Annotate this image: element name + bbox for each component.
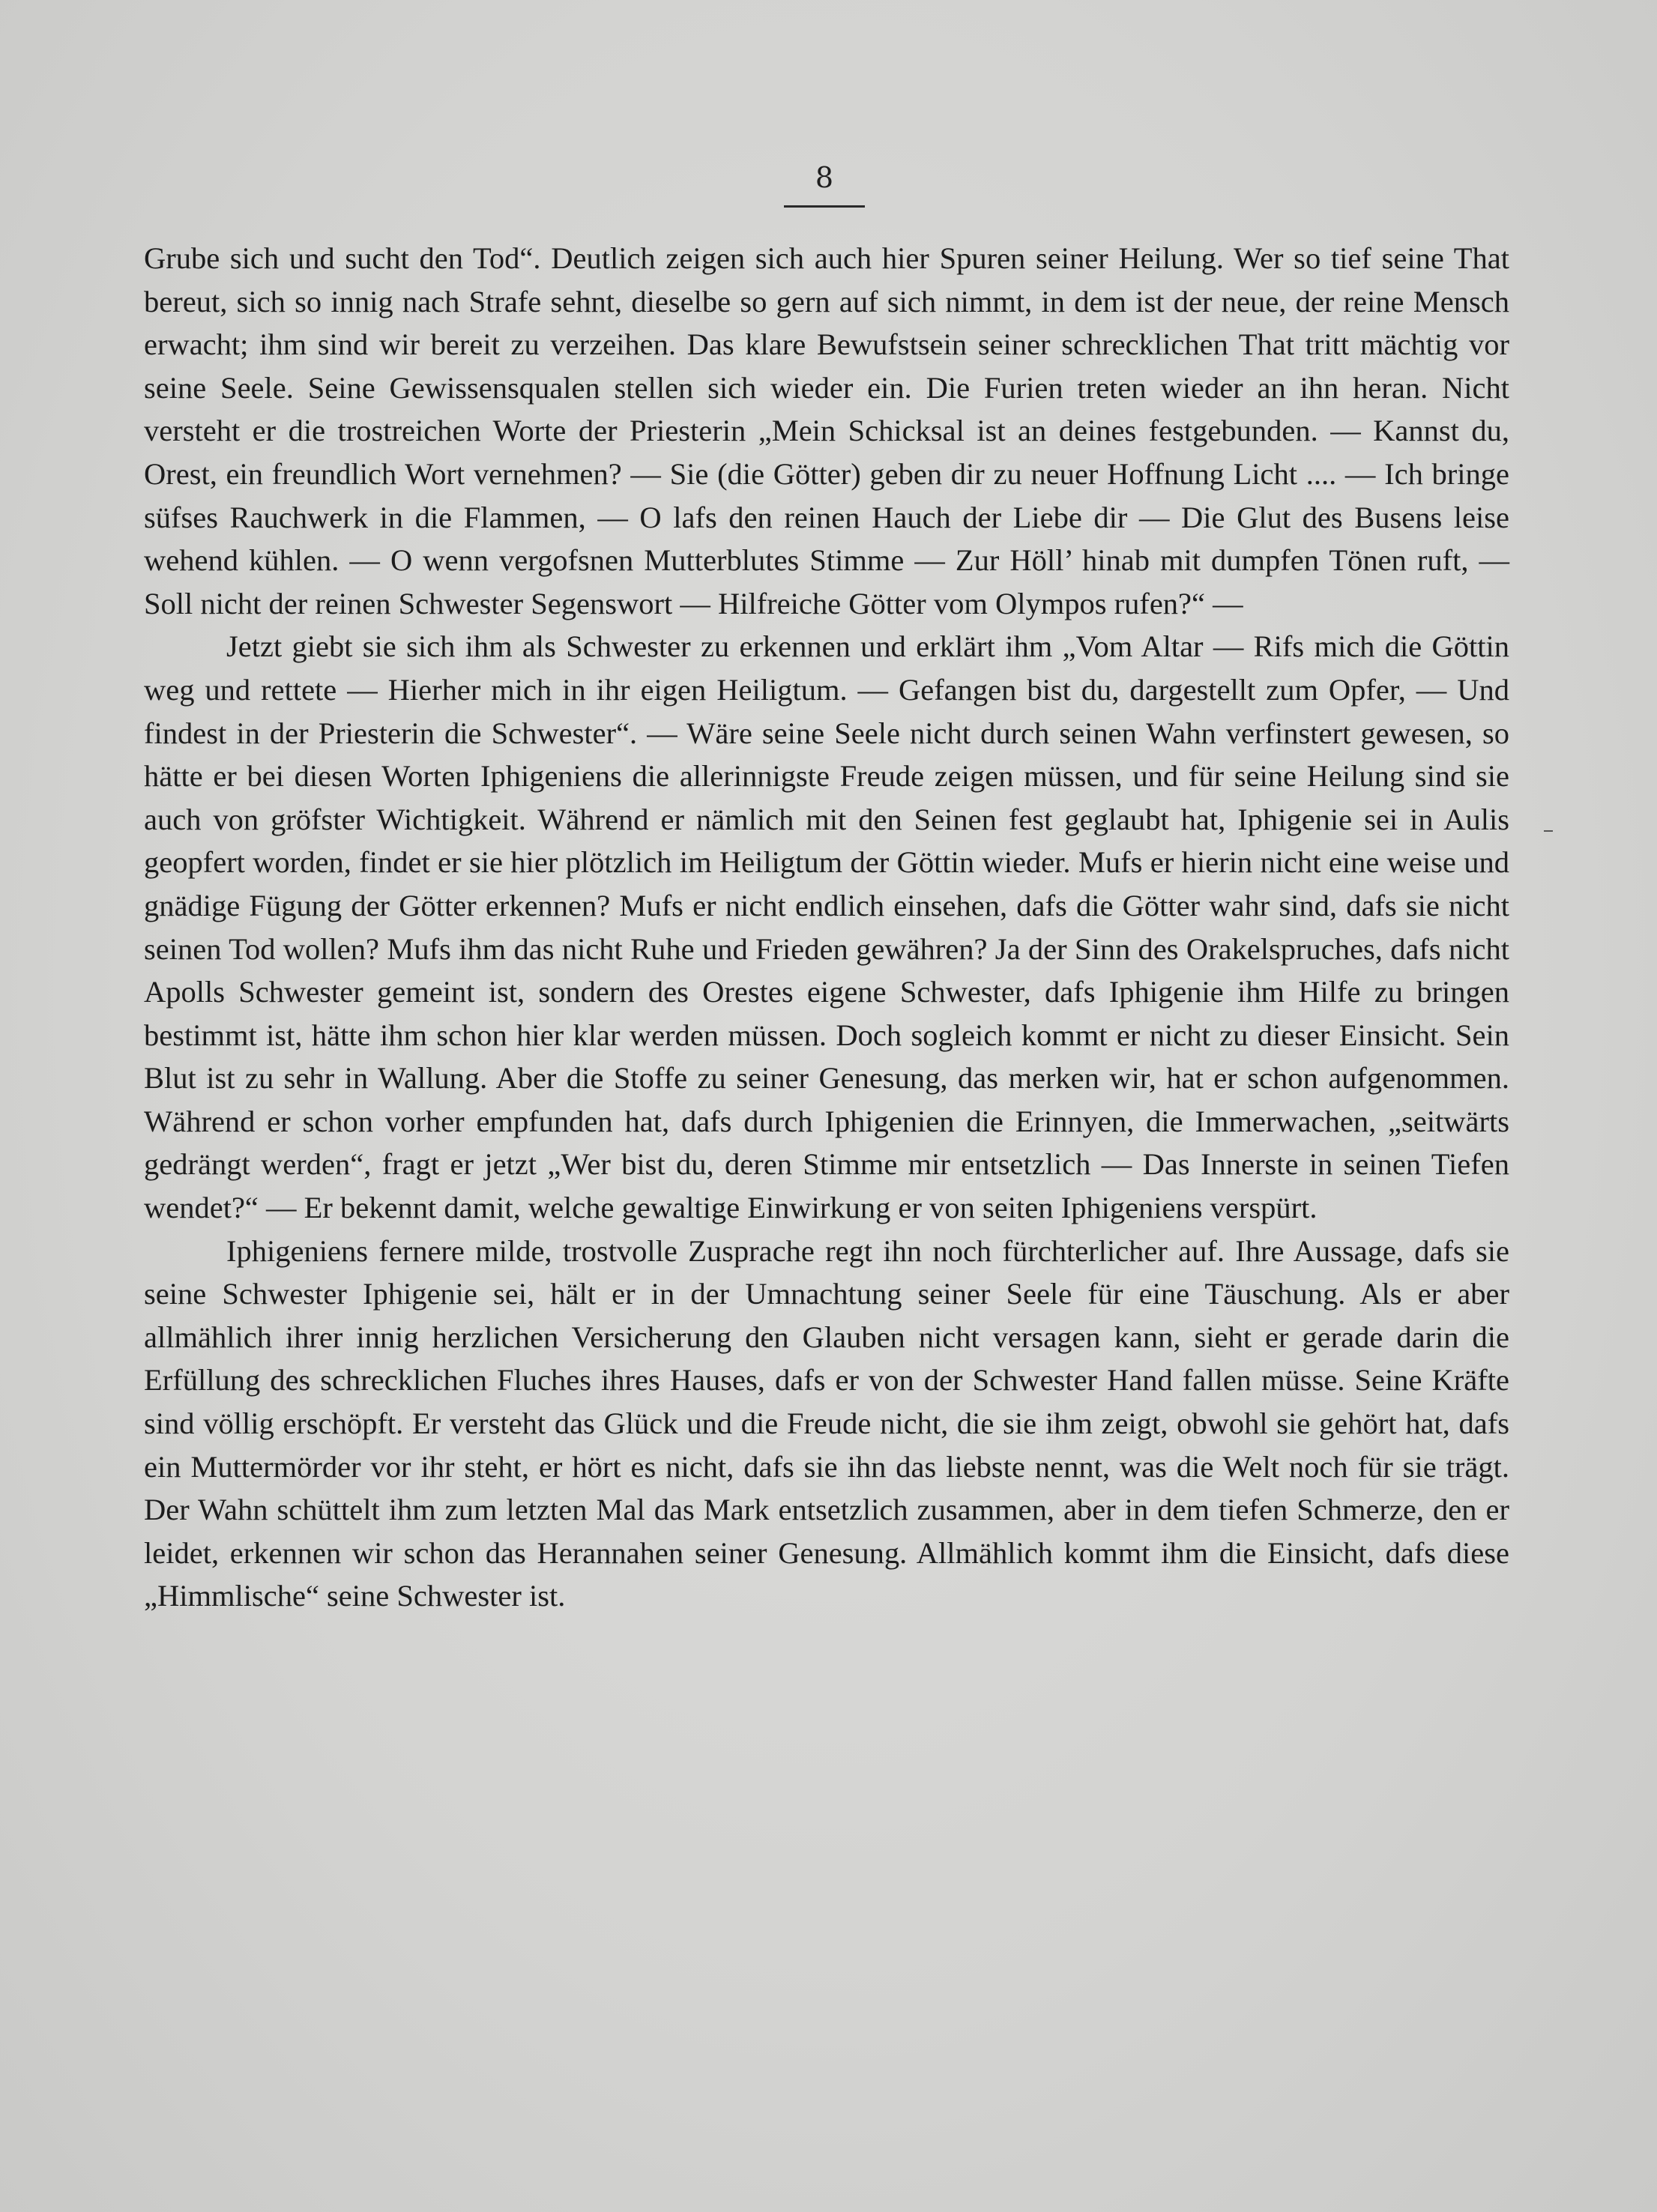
paragraph-2: Jetzt giebt sie sich ihm als Schwester zu erkennen und erklärt ihm „Vom Altar — Rifs mich die Göttin weg und rettete — Hierher mich in ihr eigen Heiligtum. — Gefangen bist du, dargestellt zum Opfer, — Und findest in der Priesterin die Schwester“. — Wäre seine Seele nicht durch seinen Wahn verfinstert gewesen, so hätte er bei diesen Worten Iphigeniens die allerinnigste Freude zeigen müssen, und für seine Heilung sind sie auch von gröfster Wichtigkeit. Während er nämlich mit den Seinen fest geglaubt hat, Iphigenie sei in Aulis geopfert worden, findet er sie hier plötzlich im Heiligtum der Göttin wieder. Mufs er hierin nicht eine weise und gnädige Fügung der Götter erkennen? Mufs er nicht endlich einsehen, dafs die Götter wahr sind, dafs sie nicht seinen Tod wollen? Mufs ihm das nicht Ruhe und Frieden gewähren? Ja der Sinn des Orakelspruches, dafs nicht Apolls Schwester gemeint ist, sondern des Orestes eigene Schwester, dafs Iphigenie ihm Hilfe zu bringen bestimmt ist, hätte ihm schon hier klar werden müssen. Doch sogleich kommt er nicht zu dieser Einsicht. Sein Blut ist zu sehr in Wallung. Aber die Stoffe zu seiner Genesung, das merken wir, hat er schon aufgenommen. Während er schon vorher empfunden hat, dafs durch Iphigenien die Erinnyen, die Immerwachen, „seitwärts gedrängt werden“, fragt er jetzt „Wer bist du, deren Stimme mir entsetzlich — Das Innerste in seinen Tiefen wendet?“ — Er bekennt damit, welche gewaltige Einwirkung er von seiten Iphigeniens verspürt.: [144, 629, 1509, 1225]
margin-mark: [1544, 830, 1553, 832]
page-number: 8: [815, 161, 834, 194]
page-header: [783, 159, 866, 208]
page-number-rule: [784, 205, 865, 208]
paragraph-1: Grube sich und sucht den Tod“. Deutlich zeigen sich auch hier Spuren seiner Heilung. Wer so tief seine That bereut, sich so innig nach Strafe sehnt, dieselbe so gern auf sich nimmt, in dem ist der neue, der reine Mensch erwacht; ihm sind wir bereit zu verzeihen. Das klare Bewufstsein seiner schrecklichen That tritt mächtig vor seine Seele. Seine Gewissensqualen stellen sich wieder ein. Die Furien treten wieder an ihn heran. Nicht versteht er die trostreichen Worte der Priesterin „Mein Schicksal ist an deines festgebunden. — Kannst du, Orest, ein freundlich Wort vernehmen? — Sie (die Götter) geben dir zu neuer Hoffnung Licht .... — Ich bringe süfses Rauchwerk in die Flammen, — O lafs den reinen Hauch der Liebe dir — Die Glut des Busens leise wehend kühlen. — O wenn vergofsnen Mutterblutes Stimme — Zur Höll’ hinab mit dumpfen Tönen ruft, — Soll nicht der reinen Schwester Segenswort — Hilfreiche Götter vom Olympos rufen?“ —: [144, 241, 1509, 620]
body-text: [144, 237, 1509, 1618]
paragraph-3: Iphigeniens fernere milde, trostvolle Zusprache regt ihn noch fürchterlicher auf. Ihre Aussage, dafs sie seine Schwester Iphigenie sei, hält er in der Umnachtung seiner Seele für eine Täuschung. Als er aber allmählich ihrer innig herzlichen Versicherung den Glauben nicht versagen kann, sieht er gerade darin die Erfüllung des schrecklichen Fluches ihres Hauses, dafs er von der Schwester Hand fallen müsse. Seine Kräfte sind völlig erschöpft. Er versteht das Glück und die Freude nicht, die sie ihm zeigt, obwohl sie gehört hat, dafs ein Muttermörder vor ihr steht, er hört es nicht, dafs sie ihn das liebste nennt, was die Welt noch für sie trägt. Der Wahn schüttelt ihm zum letzten Mal das Mark entsetzlich zusammen, aber in dem tiefen Schmerze, den er leidet, erkennen wir schon das Herannahen seiner Genesung. Allmählich kommt ihm die Einsicht, dafs diese „Himmlische“ seine Schwester ist.: [144, 1233, 1509, 1613]
